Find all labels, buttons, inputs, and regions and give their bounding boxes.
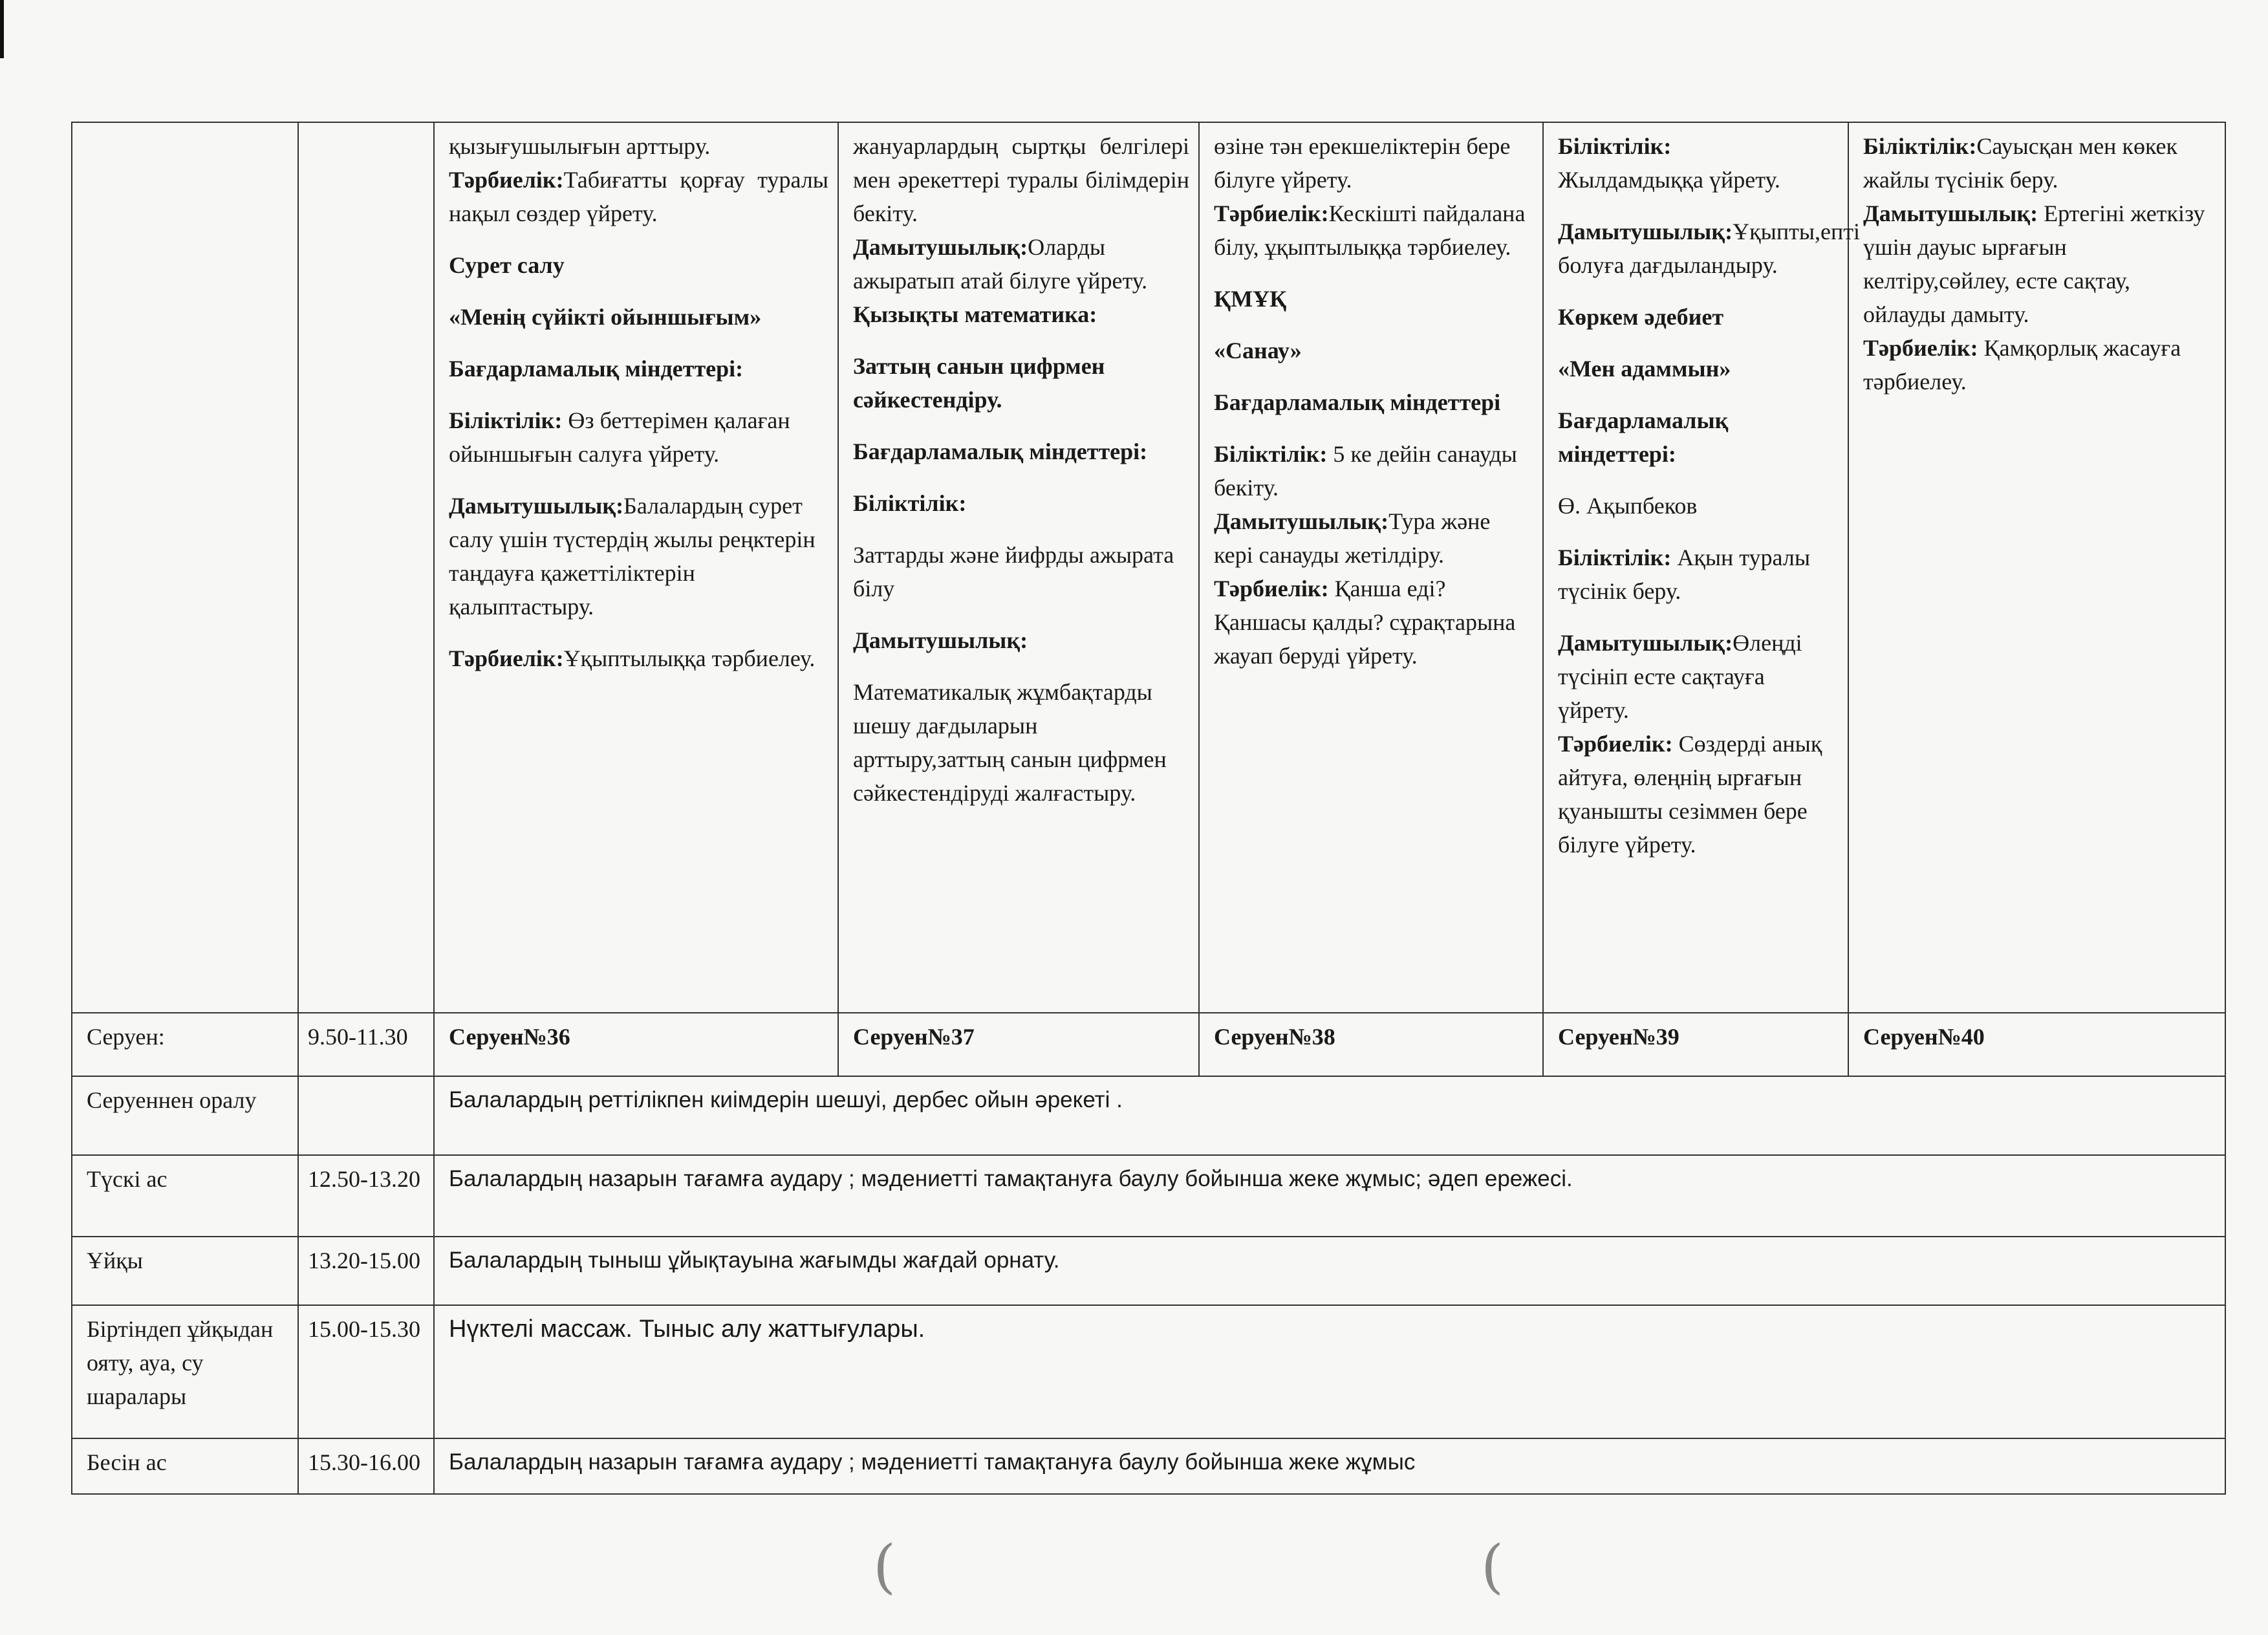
row-time: 15.00-15.30	[298, 1305, 434, 1438]
row-time: 13.20-15.00	[298, 1237, 434, 1305]
development-label: Дамытушылық:	[853, 627, 1028, 653]
return-from-walk-row	[72, 1076, 2225, 1155]
row-activity: Балалардың тыныш ұйықтауына жағымды жағдай орнату.	[434, 1237, 2225, 1305]
lesson-topic: «Санау»	[1214, 338, 1302, 363]
walk-day-3: Серуен№38	[1199, 1013, 1543, 1076]
development-goal: Математикалық жұмбақтарды шешу дағдыларын арттыру,заттың санын цифрмен сәйкестендіруді жалғастыру.	[853, 679, 1167, 806]
skill-goal: Біліктілік: 5 ке дейін санауды бекіту.	[1214, 441, 1517, 501]
program-tasks-heading: Бағдарламалық міндеттері:	[449, 356, 744, 382]
regime-label-cell	[72, 122, 298, 1013]
plan-text: өзіне тән ерекшеліктерін бере білуге үйрету.	[1214, 133, 1511, 193]
walk-day-1: Серуен№36	[434, 1013, 838, 1076]
development-goal: Дамытушылық:Ұқыпты,епті болуға дағдыландыру.	[1558, 219, 1860, 278]
development-goal: Дамытушылық:Оларды ажыратып атай білуге үйрету.	[853, 234, 1148, 294]
walk-day-4: Серуен№39	[1543, 1013, 1848, 1076]
row-activity: Балалардың назарын тағамға аудару ; мәдениетті тамақтануға баулу бойынша жеке жұмыс	[434, 1438, 2225, 1494]
lunch-row	[72, 1155, 2225, 1237]
binder-hole-mark-right: (	[1481, 1533, 1504, 1601]
development-goal: Дамытушылық:Балалардың сурет салу үшін түстердің жылы реңктерін таңдауға қажеттіліктерін қалыптастыру.	[449, 493, 815, 620]
wake-up-row	[72, 1305, 2225, 1438]
plan-text: қызығушылығын арттыру.	[449, 133, 711, 159]
row-label: Түскі ас	[72, 1155, 298, 1237]
subject-title: Қызықты математика:	[853, 301, 1097, 327]
friday-plan-cell	[1848, 122, 2225, 1013]
row-activity: Балалардың назарын тағамға аудару ; мәдениетті тамақтануға баулу бойынша жеке жұмыс; әдеп ережесі.	[434, 1155, 2225, 1237]
education-goal: Тәрбиелік: Сөздерді анық айтуға, өлеңнің ырғағын қуанышты сезіммен бере білуге үйрету.	[1558, 731, 1822, 858]
row-activity: Нүктелі массаж. Тыныс алу жаттығулары.	[434, 1305, 2225, 1438]
walk-day-2: Серуен№37	[838, 1013, 1199, 1076]
sleep-row	[72, 1237, 2225, 1305]
walk-row	[72, 1013, 2225, 1076]
row-label: Ұйқы	[72, 1237, 298, 1305]
row-time	[298, 1076, 434, 1155]
tuesday-plan-cell	[838, 122, 1199, 1013]
subject-title: Көркем әдебиет	[1558, 304, 1724, 330]
row-label: Серуен:	[72, 1013, 298, 1076]
development-goal: Дамытушылық:Өлеңді түсініп есте сақтауға үйрету.	[1558, 630, 1802, 723]
row-time: 15.30-16.00	[298, 1438, 434, 1494]
scan-edge-mark	[0, 0, 4, 58]
row-label: Серуеннен оралу	[72, 1076, 298, 1155]
skill-label: Біліктілік:	[853, 490, 967, 516]
afternoon-snack-row	[72, 1438, 2225, 1494]
skill-goal: Біліктілік:Сауысқан мен көкек жайлы түсінік беру.	[1863, 133, 2177, 193]
monday-plan-cell	[434, 122, 838, 1013]
lesson-topic: «Менің сүйікті ойыншығым»	[449, 304, 762, 330]
row-activity: Балалардың реттілікпен киімдерін шешуі, дербес ойын әрекеті .	[434, 1076, 2225, 1155]
subject-title: Сурет салу	[449, 252, 565, 278]
binder-hole-mark-left: (	[873, 1533, 896, 1601]
program-tasks-heading: Бағдарламалық міндеттері	[1214, 389, 1501, 415]
skill-goal: Жылдамдыққа үйрету.	[1558, 167, 1780, 193]
education-goal: Тәрбиелік:Ұқыптылыққа тәрбиелеу.	[449, 645, 815, 671]
thursday-plan-cell	[1543, 122, 1860, 1013]
row-label: Бесін ас	[72, 1438, 298, 1494]
time-cell	[298, 122, 434, 1013]
wednesday-plan-cell	[1199, 122, 1543, 1013]
development-goal: Дамытушылық:Тура және кері санауды жетілдіру.	[1214, 508, 1491, 568]
subject-title: ҚМҰҚ	[1214, 286, 1287, 312]
plan-education-goal: Тәрбиелік:Табиғатты қорғау туралы нақыл сөздер үйрету.	[449, 167, 828, 226]
education-goal: Тәрбиелік: Қанша еді? Қаншасы қалды? сұрақтарына жауап беруді үйрету.	[1214, 576, 1516, 669]
row-time: 12.50-13.20	[298, 1155, 434, 1237]
skill-goal: Заттарды және йифрды ажырата білу	[853, 542, 1174, 601]
walk-day-5: Серуен№40	[1848, 1013, 2225, 1076]
program-tasks-heading: Бағдарламалық міндеттері:	[853, 439, 1148, 464]
education-goal: Тәрбиелік: Қамқорлық жасауға тәрбиелеу.	[1863, 335, 2181, 395]
author-name: Ө. Ақыпбеков	[1558, 493, 1698, 519]
row-label: Біртіндеп ұйқыдан ояту, ауа, су шаралары	[72, 1305, 298, 1438]
lesson-topic: Заттың санын цифрмен сәйкестендіру.	[853, 353, 1105, 413]
program-tasks-heading: Бағдарламалық міндеттері:	[1558, 407, 1729, 467]
lesson-topic: «Мен адаммын»	[1558, 356, 1731, 382]
plan-text: жануарлардың сыртқы белгілері мен әрекеттері туралы білімдерін бекіту.	[853, 133, 1189, 226]
skill-goal: Біліктілік: Ақын туралы түсінік беру.	[1558, 545, 1811, 604]
daily-schedule-table	[71, 122, 2226, 1495]
activity-plan-row	[72, 122, 2225, 1013]
skill-goal: Біліктілік: Өз беттерімен қалаған ойыншығын салуға үйрету.	[449, 407, 790, 467]
skill-label: Біліктілік:	[1558, 133, 1672, 159]
row-time: 9.50-11.30	[298, 1013, 434, 1076]
education-goal: Тәрбиелік:Кескішті пайдалана білу, ұқыптылыққа тәрбиелеу.	[1214, 200, 1526, 260]
development-goal: Дамытушылық: Ертегіні жеткізу үшін дауыс ырғағын келтіру,сөйлеу, есте сақтау, ойлауды дамыту.	[1863, 200, 2205, 327]
